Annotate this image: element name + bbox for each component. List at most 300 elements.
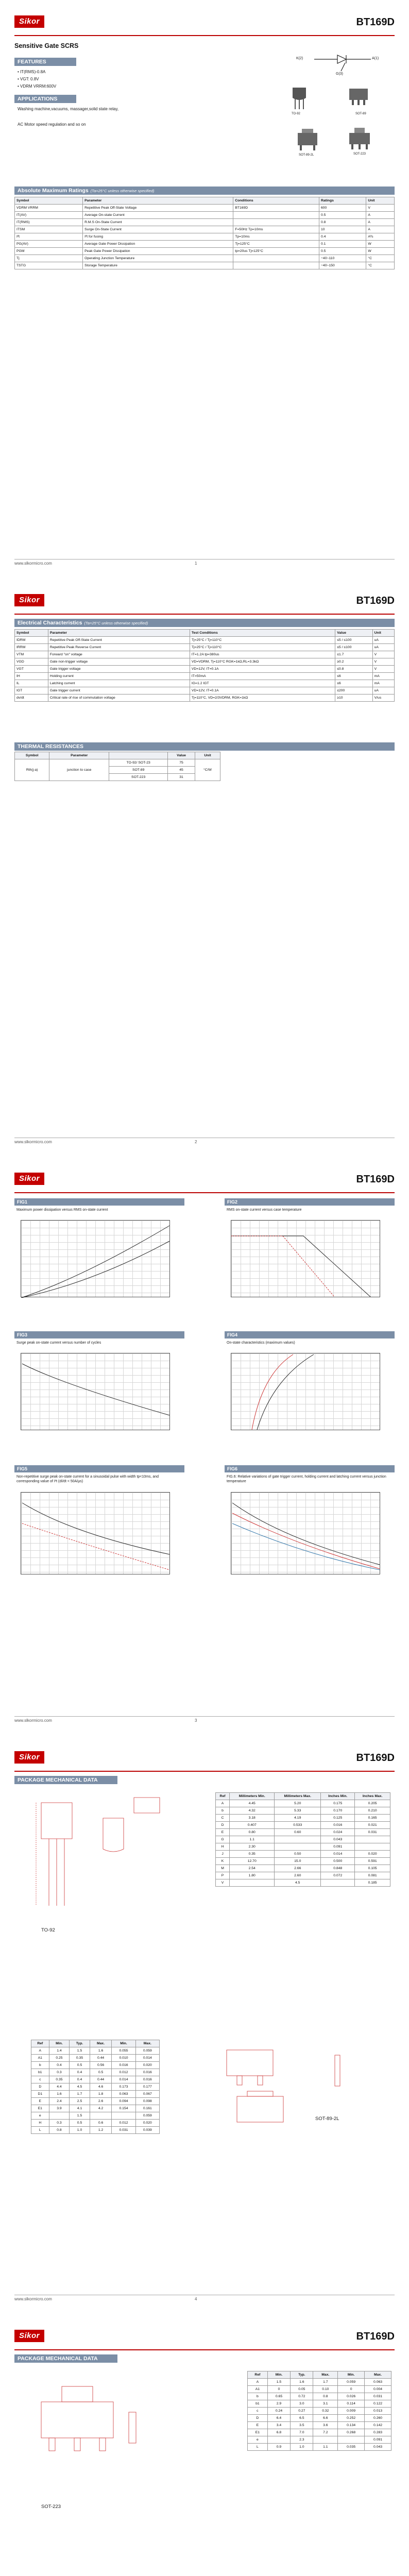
page-header <box>14 1172 395 1193</box>
ec-header-0: Symbol <box>15 630 48 637</box>
brand-logo: Sikor <box>14 594 44 606</box>
sot223-header-4: Min. <box>338 2371 365 2379</box>
to92-cell: 5.33 <box>275 1807 321 1815</box>
ec-cell: VD=VDRM, Tj=110°C RGK=1kΩ,RL=3.3kΩ <box>190 658 335 666</box>
table-row <box>15 694 395 702</box>
sot89-2l-header-1: Min. <box>49 2040 70 2047</box>
ec-title: Electrical Characteristics <box>18 620 82 626</box>
to92-cell: 0.165 <box>355 1815 390 1822</box>
ec-header-1: Parameter <box>48 630 190 637</box>
sot223-cell: c <box>248 2408 268 2415</box>
to92-cell: 5.20 <box>275 1800 321 1807</box>
amr-cell: A <box>366 226 395 233</box>
ec-cell: ≤0.8 <box>335 666 372 673</box>
sot89-2l-cell: 0.35 <box>70 2055 90 2062</box>
fig5-curves <box>21 1493 171 1575</box>
sot223-cell: 0.72 <box>291 2393 313 2400</box>
sot89-2l-cell: 0.010 <box>112 2055 135 2062</box>
sot89-2l-cell: 0.154 <box>112 2105 135 2112</box>
sot223-cell: 0.252 <box>338 2415 365 2422</box>
amr-cell: BT169D <box>233 205 319 212</box>
page-header <box>14 1750 395 1772</box>
to92-cell: V <box>216 1879 230 1887</box>
sot223-header-3: Max. <box>313 2371 338 2379</box>
sot89-2l-cell: 0.5 <box>70 2062 90 2069</box>
ec-cell: IRRM <box>15 644 48 651</box>
ec-cell: V <box>372 651 394 658</box>
table-row <box>31 2055 160 2062</box>
sot89-2l-dimension-table <box>31 2040 160 2134</box>
to92-cell: G <box>216 1836 230 1843</box>
amr-header-4: Unit <box>366 197 395 205</box>
symbol-k: K(2) <box>296 57 303 60</box>
ec-cell: uA <box>372 644 394 651</box>
sot223-header-2: Typ. <box>291 2371 313 2379</box>
sot89-2l-header-3: Max. <box>90 2040 112 2047</box>
amr-cell: 600 <box>319 205 366 212</box>
ec-cell: V <box>372 666 394 673</box>
table-row <box>15 248 395 255</box>
to92-cell: 0.60 <box>275 1829 321 1836</box>
amr-cell: Tj=125°C <box>233 241 319 248</box>
sot89-2l-cell: E1 <box>31 2105 49 2112</box>
thermal-resistance-table <box>14 752 220 781</box>
pkg-label-sot89: SOT-89 <box>355 112 366 115</box>
table-row <box>15 673 395 680</box>
sot89-2l-cell: 1.4 <box>49 2047 70 2055</box>
to92-cell: 4.45 <box>230 1800 275 1807</box>
amr-cell: °C <box>366 255 395 262</box>
sot89-2l-cell: 1.5 <box>70 2047 90 2055</box>
ec-cell: ≤6 <box>335 673 372 680</box>
fig2-curves <box>231 1221 381 1298</box>
table-row <box>216 1843 390 1851</box>
pkg-data-heading: PACKAGE MECHANICAL DATA <box>14 2354 117 2363</box>
sot89-2l-cell: 0.063 <box>112 2091 135 2098</box>
to92-cell <box>355 1843 390 1851</box>
table-row <box>216 1836 390 1843</box>
sot223-label: SOT-223 <box>41 2504 61 2510</box>
ec-cell: VGT <box>15 666 48 673</box>
table-row <box>15 680 395 687</box>
fig4-caption: On-state characteristics (maximum values) <box>227 1341 295 1345</box>
datasheet-page-4 <box>0 1736 409 2314</box>
th-package <box>109 752 168 759</box>
datasheet-page-2 <box>0 579 409 1157</box>
sot89-2l-cell: 0.016 <box>112 2062 135 2069</box>
sot89-2l-cell: D <box>31 2083 49 2091</box>
thermal-parameter: junction to case <box>49 759 109 781</box>
page-header <box>14 593 395 615</box>
sot223-cell <box>338 2436 365 2444</box>
sot223-cell: 6.6 <box>313 2415 338 2422</box>
to92-cell: 0.848 <box>321 1865 355 1872</box>
sot89-2l-cell <box>49 2112 70 2120</box>
table-row <box>15 658 395 666</box>
amr-cell: 0.5 <box>319 212 366 219</box>
table-row <box>216 1865 390 1872</box>
sot223-cell: 2.3 <box>291 2436 313 2444</box>
amr-header-2: Conditions <box>233 197 319 205</box>
sot223-cell: E1 <box>248 2429 268 2436</box>
amr-cell: Surge On-State Current <box>83 226 233 233</box>
to92-cell: 0.105 <box>355 1865 390 1872</box>
sot89-2l-cell: 0.016 <box>135 2069 159 2076</box>
to92-label: TO-92 <box>41 1927 55 1933</box>
sot223-cell: 3.6 <box>313 2422 338 2429</box>
th-value: Value <box>168 752 195 759</box>
ec-cell: Latching current <box>48 680 190 687</box>
symbol-g: G(3) <box>336 72 343 76</box>
ec-cell: uA <box>372 637 394 644</box>
to92-cell <box>355 1836 390 1843</box>
table-row <box>15 651 395 658</box>
table-row <box>216 1807 390 1815</box>
sot89-2l-cell: 1.7 <box>70 2091 90 2098</box>
amr-cell: PGM <box>15 248 83 255</box>
sot89-2l-cell: 1.8 <box>90 2091 112 2098</box>
ec-header-4: Unit <box>372 630 394 637</box>
amr-header-1: Parameter <box>83 197 233 205</box>
sot223-cell: 0.009 <box>338 2408 365 2415</box>
to92-cell: 0.091 <box>321 1843 355 1851</box>
amr-heading <box>14 187 395 195</box>
table-row <box>216 1815 390 1822</box>
table-row <box>15 212 395 219</box>
sot89-2l-header-5: Max. <box>135 2040 159 2047</box>
sot223-cell: 0.063 <box>365 2379 391 2386</box>
electrical-characteristics-table <box>14 629 395 702</box>
sot223-cell <box>313 2436 338 2444</box>
to92-cell: 2.66 <box>275 1865 321 1872</box>
sot223-cell: 0.059 <box>338 2379 365 2386</box>
footer-website: www.slkormicro.com <box>14 1718 52 1723</box>
ec-cell: VTM <box>15 651 48 658</box>
amr-cell: 0.8 <box>319 219 366 226</box>
table-row <box>15 233 395 241</box>
sot89-2l-cell: 0.44 <box>90 2055 112 2062</box>
sot89-2l-cell: D1 <box>31 2091 49 2098</box>
table-row <box>15 226 395 233</box>
amr-header-0: Symbol <box>15 197 83 205</box>
to92-cell: 0.020 <box>355 1851 390 1858</box>
sot89-2l-cell: 1.6 <box>90 2047 112 2055</box>
sot223-cell: 0.091 <box>365 2436 391 2444</box>
to92-cell: 2.54 <box>230 1865 275 1872</box>
table-row <box>31 2083 160 2091</box>
amr-cell: W <box>366 241 395 248</box>
ec-cell: ≤5 / ≤100 <box>335 644 372 651</box>
amr-cell: PG(AV) <box>15 241 83 248</box>
sot223-cell: 6.8 <box>267 2429 290 2436</box>
fig4-curves <box>231 1353 381 1431</box>
ec-cell: dv/dt <box>15 694 48 702</box>
to92-cell <box>321 1879 355 1887</box>
sot89-2l-cell: 0.3 <box>49 2120 70 2127</box>
sot89-2l-cell: 0.4 <box>49 2062 70 2069</box>
ec-cell: IGT <box>15 687 48 694</box>
to92-cell <box>275 1836 321 1843</box>
to92-cell: 12.70 <box>230 1858 275 1865</box>
sot223-cell: 1.7 <box>313 2379 338 2386</box>
to92-cell: 0.407 <box>230 1822 275 1829</box>
sot223-cell: D <box>248 2415 268 2422</box>
amr-cell: I²t for fusing <box>83 233 233 241</box>
sot89-2l-cell: 0.161 <box>135 2105 159 2112</box>
features-heading: FEATURES <box>14 58 76 66</box>
sot223-cell: 3.4 <box>267 2422 290 2429</box>
table-row <box>216 1822 390 1829</box>
to92-cell: 0.024 <box>321 1829 355 1836</box>
sot89-2l-label: SOT-89-2L <box>315 2116 339 2122</box>
table-row <box>15 205 395 212</box>
to92-cell: 15.0 <box>275 1858 321 1865</box>
to92-cell: 0.35 <box>230 1851 275 1858</box>
datasheet-page-3 <box>0 1157 409 1736</box>
scr-symbol-icon <box>309 52 381 77</box>
sot89-2l-cell: 0.4 <box>70 2076 90 2083</box>
table-row <box>216 1829 390 1836</box>
sot89-2l-cell: 0.177 <box>135 2083 159 2091</box>
to92-cell: 0.50 <box>275 1851 321 1858</box>
amr-cell: −40~150 <box>319 262 366 269</box>
to92-cell: 0.081 <box>355 1872 390 1879</box>
table-row <box>248 2444 391 2451</box>
sot89-2l-cell: 0.012 <box>112 2069 135 2076</box>
sot223-cell: 0.05 <box>291 2386 313 2393</box>
sot223-cell: 1.1 <box>313 2444 338 2451</box>
to92-header-2: Millimeters Max. <box>275 1793 321 1800</box>
ec-cell: ≤200 <box>335 687 372 694</box>
fig3-curves <box>21 1353 171 1431</box>
table-row <box>15 687 395 694</box>
table-row <box>31 2069 160 2076</box>
sot89-2l-cell: 1.5 <box>70 2112 90 2120</box>
sot89-2l-cell: 2.4 <box>49 2098 70 2105</box>
fig5-caption: Non-repetitive surge peak on-state current for a sinusoidal pulse with width tp<10ms, and corresponding value of I²t (dI/dt < 50A/μs) <box>16 1475 159 1483</box>
table-row <box>15 666 395 673</box>
ec-heading <box>14 619 395 627</box>
thermal-pkg-2: SOT-89 <box>109 767 168 774</box>
sot223-cell: 1.6 <box>291 2379 313 2386</box>
thermal-val-2: 45 <box>168 767 195 774</box>
table-row <box>248 2393 391 2400</box>
to92-cell: 0.210 <box>355 1807 390 1815</box>
to92-cell: 0.185 <box>355 1879 390 1887</box>
ec-cell: Tj=110°C, VD=2/3VDRM, RGK=1kΩ <box>190 694 335 702</box>
pkg-label-sot89-2l: SOT-89-2L <box>299 154 314 157</box>
sot89-2l-cell: b1 <box>31 2069 49 2076</box>
sot223-cell: 0.026 <box>338 2393 365 2400</box>
sot223-cell: 0.035 <box>338 2444 365 2451</box>
to92-cell: 2.30 <box>230 1843 275 1851</box>
table-row <box>216 1879 390 1887</box>
sot223-cell: 0 <box>267 2386 290 2393</box>
sot89-2l-cell: 0.039 <box>135 2127 159 2134</box>
sot223-cell: 0.260 <box>365 2415 391 2422</box>
to92-cell: 4.19 <box>275 1815 321 1822</box>
sot223-cell: 6.4 <box>267 2415 290 2422</box>
fig1-curves <box>21 1221 171 1298</box>
sot223-cell: 0 <box>338 2386 365 2393</box>
sot89-2l-cell: c <box>31 2076 49 2083</box>
sot223-cell: 0.031 <box>365 2393 391 2400</box>
ec-cell: V <box>372 658 394 666</box>
table-row <box>15 219 395 226</box>
sot223-header-5: Max. <box>365 2371 391 2379</box>
table-row <box>31 2120 160 2127</box>
sot89-2l-cell: 3.9 <box>49 2105 70 2112</box>
sot223-cell: 0.013 <box>365 2408 391 2415</box>
ec-cell: ≤1.7 <box>335 651 372 658</box>
table-row <box>31 2062 160 2069</box>
sot89-2l-cell: 1.0 <box>70 2127 90 2134</box>
sot89-2l-cell: 0.059 <box>135 2112 159 2120</box>
table-row <box>31 2127 160 2134</box>
sot89-2l-header-0: Ref <box>31 2040 49 2047</box>
sot89-2l-cell: 0.6 <box>90 2120 112 2127</box>
to92-cell: 0.205 <box>355 1800 390 1807</box>
amr-cell <box>233 212 319 219</box>
table-row <box>216 1851 390 1858</box>
thermal-pkg-1: TO-92/ SOT-23 <box>109 759 168 767</box>
to92-cell: 3.18 <box>230 1815 275 1822</box>
sot89-2l-header-2: Typ. <box>70 2040 90 2047</box>
sot89-2l-cell <box>112 2112 135 2120</box>
fig1-graph <box>21 1220 170 1297</box>
sot223-cell: 0.122 <box>365 2400 391 2408</box>
sot89-2l-cell: 0.012 <box>112 2120 135 2127</box>
amr-cell: Storage Temperature <box>83 262 233 269</box>
sot223-drawing-icon <box>21 2371 175 2489</box>
amr-cell: A²s <box>366 233 395 241</box>
to92-cell: J <box>216 1851 230 1858</box>
ec-cell: Repetitive Peak Off-State Current <box>48 637 190 644</box>
sot223-cell: 0.142 <box>365 2422 391 2429</box>
applications-line-2: AC Motor speed regulation and so on <box>18 122 86 127</box>
footer-website: www.slkormicro.com <box>14 561 52 566</box>
fig6-curves <box>231 1493 381 1575</box>
sot223-cell: 0.004 <box>365 2386 391 2393</box>
subtitle: Sensitive Gate SCRS <box>14 42 79 49</box>
sot223-cell: 3.5 <box>291 2422 313 2429</box>
th-unit: Unit <box>195 752 220 759</box>
amr-cell: A <box>366 219 395 226</box>
to92-cell: 0.125 <box>321 1815 355 1822</box>
sot223-cell: 0.8 <box>313 2393 338 2400</box>
ec-note: (Ta=25°C unless otherwise specified) <box>84 621 148 625</box>
thermal-symbol: Rth(j-a) <box>15 759 49 781</box>
ec-cell: IL <box>15 680 48 687</box>
to92-header-3: Inches Min. <box>321 1793 355 1800</box>
to92-cell: K <box>216 1858 230 1865</box>
sot223-cell: 1.5 <box>267 2379 290 2386</box>
page-footer <box>14 559 395 568</box>
ec-cell: IH <box>15 673 48 680</box>
to92-cell: 0.016 <box>321 1822 355 1829</box>
to92-cell: 4.5 <box>275 1879 321 1887</box>
sot89-2l-cell: 1.2 <box>90 2127 112 2134</box>
fig3-heading: FIG3 <box>14 1331 184 1338</box>
amr-cell: 0.1 <box>319 241 366 248</box>
table-row <box>31 2098 160 2105</box>
to92-cell: M <box>216 1865 230 1872</box>
ec-cell: Forward "on" voltage <box>48 651 190 658</box>
fig1-caption: Maximum power dissipation versus RMS on-state current <box>16 1208 108 1212</box>
ec-cell: V/us <box>372 694 394 702</box>
sot89-2l-cell: 0.5 <box>70 2120 90 2127</box>
to92-cell <box>275 1843 321 1851</box>
table-row <box>31 2091 160 2098</box>
amr-cell: IT(RMS) <box>15 219 83 226</box>
to92-cell: 0.043 <box>321 1836 355 1843</box>
brand-logo: Sikor <box>14 1173 44 1185</box>
sot223-cell: 1.0 <box>291 2444 313 2451</box>
sot223-header-0: Ref <box>248 2371 268 2379</box>
ec-cell: ≤5 / ≤100 <box>335 637 372 644</box>
to92-header-4: Inches Max. <box>355 1793 390 1800</box>
footer-page-number: 3 <box>195 1718 197 1723</box>
thermal-val-1: 75 <box>168 759 195 767</box>
th-parameter: Parameter <box>49 752 109 759</box>
brand-logo: Sikor <box>14 2330 44 2342</box>
amr-cell: A <box>366 212 395 219</box>
ec-cell: ≤6 <box>335 680 372 687</box>
table-row <box>248 2400 391 2408</box>
fig6-graph <box>231 1492 380 1574</box>
part-number: BT169D <box>356 595 395 606</box>
amr-cell: −40~110 <box>319 255 366 262</box>
amr-cell: °C <box>366 262 395 269</box>
fig6-caption: FIG.6: Relative variations of gate trigger current, holding current and latching current versus junction temperature <box>227 1475 386 1483</box>
amr-cell: IT(AV) <box>15 212 83 219</box>
table-row <box>248 2429 391 2436</box>
part-number: BT169D <box>356 1752 395 1764</box>
sot89-2l-cell: 0.5 <box>90 2069 112 2076</box>
package-illustrations-icon <box>277 82 385 170</box>
sot223-cell: 0.283 <box>365 2429 391 2436</box>
feature-3: • VDRM VRRM:600V <box>18 84 57 89</box>
sot89-2l-cell: 0.4 <box>70 2069 90 2076</box>
to92-header-0: Ref <box>216 1793 230 1800</box>
amr-cell: Average On-state Current <box>83 212 233 219</box>
datasheet-page-1 <box>0 0 409 579</box>
amr-cell: 10 <box>319 226 366 233</box>
to92-cell: 4.32 <box>230 1807 275 1815</box>
sot89-2l-cell: 4.6 <box>90 2083 112 2091</box>
table-row <box>31 2112 160 2120</box>
table-row <box>248 2415 391 2422</box>
sot89-2l-cell: A <box>31 2047 49 2055</box>
table-row <box>15 262 395 269</box>
sot223-cell: 3.1 <box>313 2400 338 2408</box>
to92-cell: 0.014 <box>321 1851 355 1858</box>
pkg-data-heading: PACKAGE MECHANICAL DATA <box>14 1776 117 1784</box>
ec-cell: Tj=25°C / Tj=110°C <box>190 637 335 644</box>
table-row <box>15 644 395 651</box>
to92-cell: 0.175 <box>321 1800 355 1807</box>
amr-cell: 0.4 <box>319 233 366 241</box>
to92-header-1: Millimeters Min. <box>230 1793 275 1800</box>
ec-cell: IG=1.2 IGT <box>190 680 335 687</box>
table-row <box>15 255 395 262</box>
sot89-2l-header-4: Min. <box>112 2040 135 2047</box>
sot223-cell: A <box>248 2379 268 2386</box>
ec-cell: IDRM <box>15 637 48 644</box>
sot223-cell: e <box>248 2436 268 2444</box>
ec-cell: Repetitive Peak Reverse Current <box>48 644 190 651</box>
to92-cell: E <box>216 1829 230 1836</box>
